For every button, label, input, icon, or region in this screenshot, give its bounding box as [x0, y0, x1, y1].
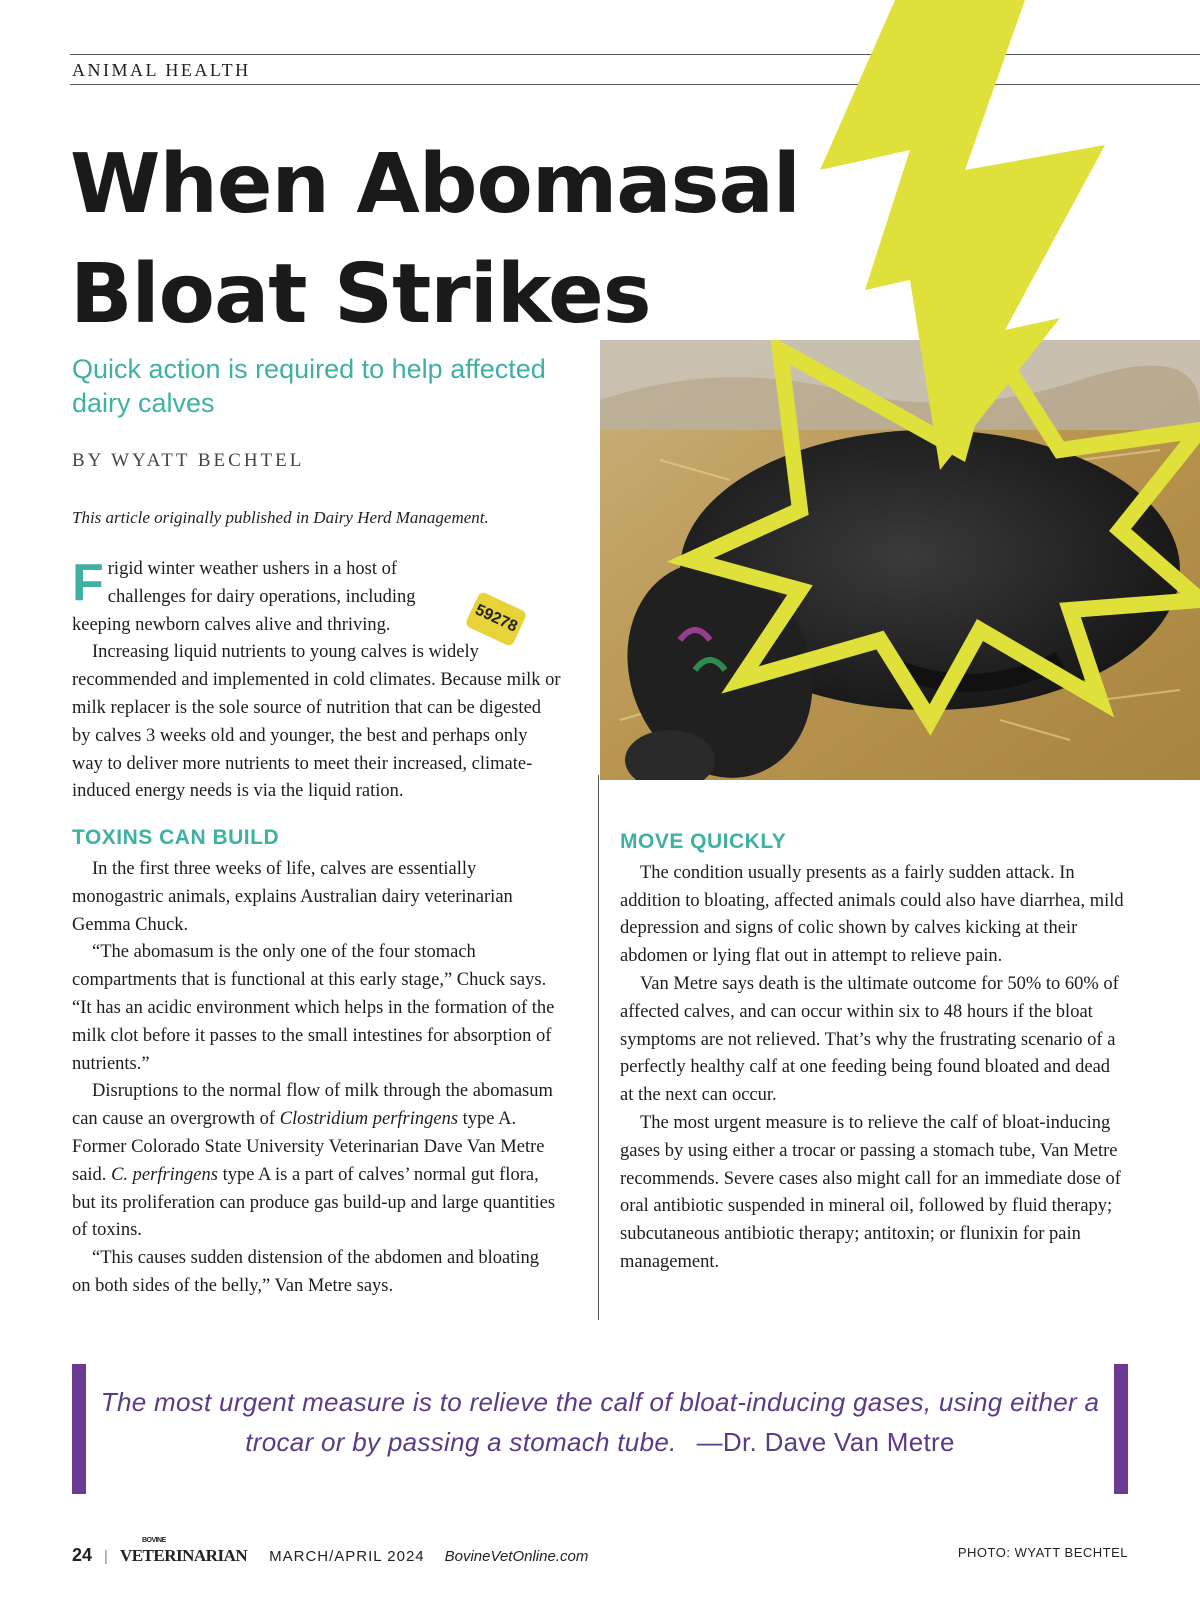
page-number: 24	[72, 1545, 93, 1565]
logo-text: VETERINARIAN	[119, 1546, 248, 1565]
right-column	[620, 820, 1125, 1277]
ear-tag-number: 59278	[472, 601, 520, 636]
publication-logo	[119, 1537, 248, 1566]
source-note: This article originally published in Dairy Herd Management.	[72, 508, 489, 527]
lightning-bolt-icon	[760, 0, 1180, 500]
paragraph-6: “This causes sudden distension of the abdomen and bloating on both sides of the belly,” Van Metre says.	[72, 1248, 539, 1296]
footer	[72, 1537, 589, 1566]
headline-line-1: When Abomasal	[70, 137, 800, 232]
pull-quote-text: The most urgent measure is to relieve the calf of bloat-inducing gases, using either a trocar or by passing a stomach tube.	[100, 1387, 1100, 1457]
website-link[interactable]: BovineVetOnline.com	[444, 1548, 589, 1565]
issue-date: MARCH/APRIL 2024	[269, 1548, 425, 1565]
photo-credit: PHOTO: WYATT BECHTEL	[957, 1545, 1128, 1560]
right-paragraph-3: The most urgent measure is to relieve the calf of bloat-inducing gases by using either a trocar or passing a stomach tube, Van Metre recommends. Severe cases also might call for an immediate dose of oral antibiotic suspended in mineral oil, followed by fluid therapy; subcutaneous antibiotic therapy; antitoxin; or flunixin for pain management.	[620, 1112, 1121, 1272]
subhead-move-quickly: MOVE QUICKLY	[620, 830, 787, 853]
paragraph-4: “The abomasum is the only one of the four stomach compartments that is functional at this early stage,” Chuck says. “It has an acidic environment which helps in the formation of the milk clot before it passes to the small intestines for absorption of nutrients.”	[72, 942, 555, 1074]
headline-line-2: Bloat Strikes	[70, 247, 651, 342]
right-paragraph-2: Van Metre says death is the ultimate outcome for 50% to 60% of affected calves, and can occur within six to 48 hours if the bloat symptoms are not relieved. That’s why the frustrating scenario of a perfectly healthy calf at one feeding being found bloated and dead at the next can occur.	[620, 973, 1119, 1106]
deck: Quick action is required to help affected dairy calves	[72, 354, 546, 418]
left-column	[72, 556, 562, 1301]
footer-separator: |	[104, 1548, 108, 1565]
paragraph-5: Disruptions to the normal flow of milk through the abomasum can cause an overgrowth of Clostridium perfringens type A. Former Colorado State University Veterinarian Dave Van Metre said. C. perfringens type A is a part of calves’ normal gut flora, but its proliferation can produce gas build-up and large quantities of toxins.	[72, 1081, 556, 1241]
column-divider	[598, 775, 599, 1320]
paragraph-3: In the first three weeks of life, calves are essentially monogastric animals, explains Australian dairy veterinarian Gemma Chuck.	[72, 858, 513, 935]
right-paragraph-1: The condition usually presents as a fairly sudden attack. In addition to bloating, affected animals could also have diarrhea, mild depression and signs of colic shown by calves kicking at their abdomen or lying flat out in attempt to relieve pain.	[620, 862, 1124, 967]
drop-cap: F	[72, 554, 104, 612]
pull-quote-attribution: —Dr. Dave Van Metre	[696, 1427, 955, 1457]
section-label: ANIMAL HEALTH	[72, 60, 251, 80]
paragraph-1: Frigid winter weather ushers in a host of challenges for dairy operations, including keeping newborn calves alive and thriving.	[72, 554, 416, 635]
logo-small-text: BOVINE	[141, 1537, 166, 1544]
quote-bar-right	[1114, 1364, 1128, 1494]
byline: BY WYATT BECHTEL	[72, 450, 305, 471]
pull-quote	[100, 1382, 1100, 1462]
headline	[70, 130, 800, 350]
paragraph-2: Increasing liquid nutrients to young calves is widely recommended and implemented in cold climates. Because milk or milk replacer is the sole source of nutrition that can be digested by calves 3 weeks old and younger, the best and perhaps only way to deliver more nutrients to meet their increased, climate-induced energy needs is via the liquid ration.	[72, 642, 561, 802]
subhead-toxins: TOXINS CAN BUILD	[72, 826, 280, 850]
quote-bar-left	[72, 1364, 86, 1494]
